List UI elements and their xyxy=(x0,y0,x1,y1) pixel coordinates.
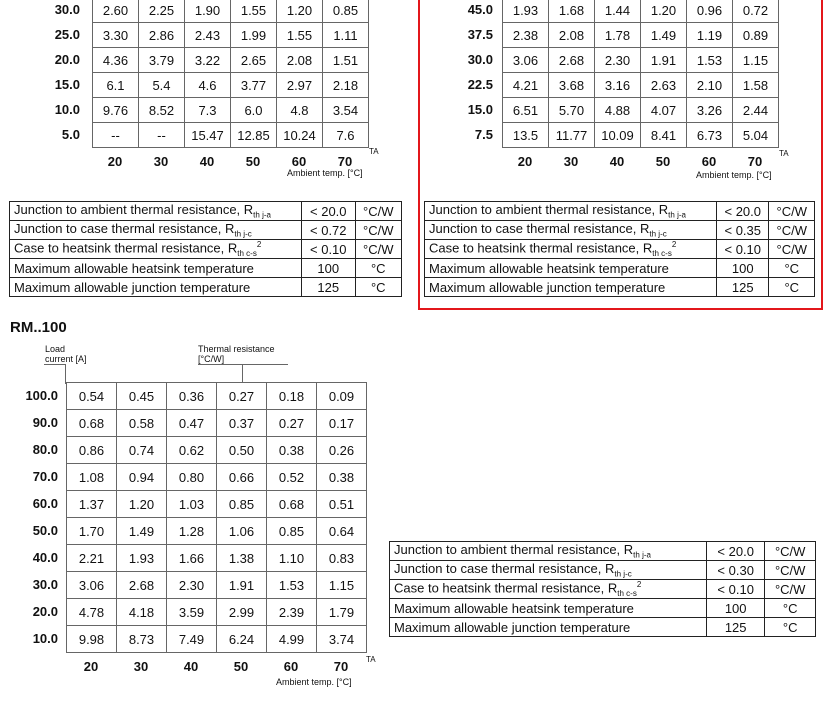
table-cell: 0.18 xyxy=(267,383,317,410)
table-cell: 11.77 xyxy=(549,123,595,148)
spec-unit: °C/W xyxy=(355,221,401,240)
spec-value: < 0.72 xyxy=(302,221,356,240)
table-cell: 15.47 xyxy=(185,123,231,148)
column-label: 50 xyxy=(233,659,249,674)
table-cell: 12.85 xyxy=(231,123,277,148)
spec-value: < 0.35 xyxy=(717,221,769,240)
table-cell: 6.73 xyxy=(687,123,733,148)
table-cell: 7.3 xyxy=(185,98,231,123)
table-cell: 1.99 xyxy=(231,23,277,48)
table-cell: 2.10 xyxy=(687,73,733,98)
table-cell: 0.09 xyxy=(317,383,367,410)
spec-unit: °C xyxy=(765,599,816,618)
label-leader-line xyxy=(44,364,66,365)
column-label: 30 xyxy=(153,154,169,169)
thermal-resistance-label: Thermal resistance [°C/W] xyxy=(198,344,275,364)
table-cell: 6.24 xyxy=(217,626,267,653)
spec-label: Junction to ambient thermal resistance, $R_{th j-a}$ xyxy=(425,202,717,221)
row-label: 7.5 xyxy=(474,127,493,142)
spec-value: 125 xyxy=(302,278,356,297)
table-cell: 0.50 xyxy=(217,437,267,464)
table-cell: 1.58 xyxy=(733,73,779,98)
table-cell: 3.68 xyxy=(549,73,595,98)
table-row xyxy=(93,73,369,98)
row-label: 45.0 xyxy=(467,2,493,17)
table-cell: 0.26 xyxy=(317,437,367,464)
row-label: 30.0 xyxy=(467,52,493,67)
table-cell: 0.85 xyxy=(217,491,267,518)
table-cell: 0.80 xyxy=(167,464,217,491)
table-row xyxy=(503,98,779,123)
spec-label: Maximum allowable heatsink temperature xyxy=(10,259,302,278)
spec-value: 100 xyxy=(707,599,765,618)
table-cell: 9.98 xyxy=(67,626,117,653)
table-cell: 2.43 xyxy=(185,23,231,48)
table-cell: 0.96 xyxy=(687,0,733,23)
table-cell: 2.99 xyxy=(217,599,267,626)
spec-row xyxy=(390,542,816,561)
row-label: 10.0 xyxy=(54,102,80,117)
table-cell: 0.27 xyxy=(267,410,317,437)
table-row xyxy=(93,98,369,123)
table-cell: 0.85 xyxy=(267,518,317,545)
table-cell: 4.36 xyxy=(93,48,139,73)
spec-row xyxy=(390,561,816,580)
spec-row xyxy=(425,221,815,240)
table-cell: 0.89 xyxy=(733,23,779,48)
table-cell: 4.8 xyxy=(277,98,323,123)
spec-label: Junction to case thermal resistance, $R_{th j-c}$ xyxy=(390,561,707,580)
spec-value: < 0.10 xyxy=(707,580,765,599)
spec-value: 125 xyxy=(707,618,765,637)
table-cell: 13.5 xyxy=(503,123,549,148)
table-cell: 3.26 xyxy=(687,98,733,123)
table-cell: 0.68 xyxy=(267,491,317,518)
table-cell: 1.15 xyxy=(733,48,779,73)
row-label: 40.0 xyxy=(32,550,58,565)
table-cell: 6.0 xyxy=(231,98,277,123)
table-cell: 10.09 xyxy=(595,123,641,148)
table-cell: 3.79 xyxy=(139,48,185,73)
table-cell: 2.44 xyxy=(733,98,779,123)
table-row xyxy=(67,437,367,464)
table-cell: 0.47 xyxy=(167,410,217,437)
spec-unit: °C/W xyxy=(765,542,816,561)
ambient-temp-label: Ambient temp. [°C] xyxy=(287,168,363,178)
spec-value: < 0.10 xyxy=(717,240,769,259)
table-row xyxy=(67,383,367,410)
table-cell: 8.73 xyxy=(117,626,167,653)
column-label: 70 xyxy=(337,154,353,169)
spec-value: < 0.10 xyxy=(302,240,356,259)
table-cell: 2.60 xyxy=(93,0,139,23)
table-cell: 1.20 xyxy=(641,0,687,23)
table-cell: -- xyxy=(93,123,139,148)
table-cell: 7.49 xyxy=(167,626,217,653)
row-label: 25.0 xyxy=(54,27,80,42)
table-cell: 6.1 xyxy=(93,73,139,98)
spec-table-right xyxy=(424,201,815,297)
table-cell: 5.04 xyxy=(733,123,779,148)
table-cell: 2.30 xyxy=(167,572,217,599)
table-cell: 1.44 xyxy=(595,0,641,23)
table-cell: 2.68 xyxy=(117,572,167,599)
spec-unit: °C/W xyxy=(765,580,816,599)
row-label: 30.0 xyxy=(54,2,80,17)
spec-row xyxy=(425,278,815,297)
spec-unit: °C xyxy=(355,278,401,297)
spec-unit: °C xyxy=(765,618,816,637)
table-cell: 1.93 xyxy=(117,545,167,572)
table-cell: 3.06 xyxy=(503,48,549,73)
row-label: 15.0 xyxy=(467,102,493,117)
table-row xyxy=(67,599,367,626)
column-label: 50 xyxy=(655,154,671,169)
spec-row xyxy=(425,240,815,259)
table-cell: 3.54 xyxy=(323,98,369,123)
spec-label: Case to heatsink thermal resistance, $R_{th c-s}^2$ xyxy=(10,240,302,259)
table-cell: 2.18 xyxy=(323,73,369,98)
spec-row xyxy=(10,259,402,278)
spec-unit: °C/W xyxy=(769,221,815,240)
table-row xyxy=(503,73,779,98)
spec-table-left xyxy=(9,201,402,297)
spec-label: Junction to case thermal resistance, $R_{th j-c}$ xyxy=(425,221,717,240)
row-label: 80.0 xyxy=(32,442,58,457)
table-cell: 1.20 xyxy=(117,491,167,518)
spec-label: Case to heatsink thermal resistance, $R_{th c-s}^2$ xyxy=(425,240,717,259)
table-cell: 2.08 xyxy=(549,23,595,48)
table-cell: 5.70 xyxy=(549,98,595,123)
spec-row xyxy=(10,202,402,221)
rm100-thermal-grid xyxy=(66,382,367,653)
table-cell: 5.4 xyxy=(139,73,185,98)
table-row xyxy=(67,464,367,491)
label-leader-line xyxy=(198,364,288,365)
table-row xyxy=(93,0,369,23)
table-cell: 6.51 xyxy=(503,98,549,123)
table-cell: 1.55 xyxy=(231,0,277,23)
column-label: 40 xyxy=(183,659,199,674)
spec-row xyxy=(390,599,816,618)
column-label: 70 xyxy=(747,154,763,169)
table-cell: 4.18 xyxy=(117,599,167,626)
spec-unit: °C xyxy=(355,259,401,278)
table-cell: 2.65 xyxy=(231,48,277,73)
table-row xyxy=(93,48,369,73)
row-label: 10.0 xyxy=(32,631,58,646)
left-thermal-grid xyxy=(92,0,369,148)
table-cell: 3.22 xyxy=(185,48,231,73)
table-cell: 1.38 xyxy=(217,545,267,572)
table-cell: 1.08 xyxy=(67,464,117,491)
column-label: 60 xyxy=(291,154,307,169)
table-cell: 1.91 xyxy=(217,572,267,599)
table-cell: 1.79 xyxy=(317,599,367,626)
table-cell: 4.07 xyxy=(641,98,687,123)
column-label: 60 xyxy=(283,659,299,674)
table-cell: 0.66 xyxy=(217,464,267,491)
right-thermal-grid xyxy=(502,0,779,148)
table-cell: 3.06 xyxy=(67,572,117,599)
table-cell: 0.85 xyxy=(323,0,369,23)
table-cell: 2.25 xyxy=(139,0,185,23)
table-cell: 1.53 xyxy=(687,48,733,73)
spec-row xyxy=(10,221,402,240)
spec-unit: °C/W xyxy=(355,202,401,221)
table-cell: 4.6 xyxy=(185,73,231,98)
table-cell: 0.54 xyxy=(67,383,117,410)
table-row xyxy=(67,410,367,437)
table-cell: 0.58 xyxy=(117,410,167,437)
table-cell: 8.41 xyxy=(641,123,687,148)
row-label: 37.5 xyxy=(467,27,493,42)
table-cell: 3.16 xyxy=(595,73,641,98)
table-cell: 1.19 xyxy=(687,23,733,48)
table-cell: 2.08 xyxy=(277,48,323,73)
table-cell: 1.06 xyxy=(217,518,267,545)
ta-label: TA xyxy=(779,149,789,158)
table-cell: 0.52 xyxy=(267,464,317,491)
spec-value: 125 xyxy=(717,278,769,297)
table-cell: 2.68 xyxy=(549,48,595,73)
table-row xyxy=(93,123,369,148)
table-row xyxy=(503,123,779,148)
spec-row xyxy=(10,278,402,297)
table-cell: 2.21 xyxy=(67,545,117,572)
table-cell: 0.51 xyxy=(317,491,367,518)
row-label: 20.0 xyxy=(54,52,80,67)
table-cell: 0.27 xyxy=(217,383,267,410)
table-cell: 1.28 xyxy=(167,518,217,545)
row-label: 5.0 xyxy=(61,127,80,142)
spec-row xyxy=(425,202,815,221)
column-label: 30 xyxy=(563,154,579,169)
table-cell: 1.93 xyxy=(503,0,549,23)
table-row xyxy=(503,48,779,73)
spec-row xyxy=(10,240,402,259)
table-cell: 4.88 xyxy=(595,98,641,123)
table-cell: 1.78 xyxy=(595,23,641,48)
table-cell: 0.38 xyxy=(267,437,317,464)
table-cell: 1.68 xyxy=(549,0,595,23)
spec-value: 100 xyxy=(302,259,356,278)
table-cell: 1.55 xyxy=(277,23,323,48)
row-label: 30.0 xyxy=(32,577,58,592)
spec-row xyxy=(390,618,816,637)
table-cell: 10.24 xyxy=(277,123,323,148)
column-label: 30 xyxy=(133,659,149,674)
table-cell: 0.45 xyxy=(117,383,167,410)
row-label: 70.0 xyxy=(32,469,58,484)
spec-unit: °C/W xyxy=(769,240,815,259)
table-cell: 0.17 xyxy=(317,410,367,437)
table-cell: 1.20 xyxy=(277,0,323,23)
table-cell: 4.99 xyxy=(267,626,317,653)
table-cell: 1.15 xyxy=(317,572,367,599)
spec-unit: °C/W xyxy=(769,202,815,221)
ambient-temp-label: Ambient temp. [°C] xyxy=(276,677,352,687)
table-cell: 3.30 xyxy=(93,23,139,48)
row-label: 20.0 xyxy=(32,604,58,619)
column-label: 60 xyxy=(701,154,717,169)
table-cell: 0.94 xyxy=(117,464,167,491)
spec-value: < 20.0 xyxy=(302,202,356,221)
spec-label: Maximum allowable junction temperature xyxy=(425,278,717,297)
table-cell: 4.21 xyxy=(503,73,549,98)
load-current-label: Load current [A] xyxy=(45,344,87,364)
spec-label: Maximum allowable junction temperature xyxy=(10,278,302,297)
table-row xyxy=(93,23,369,48)
row-label: 50.0 xyxy=(32,523,58,538)
spec-row xyxy=(425,259,815,278)
table-cell: 1.11 xyxy=(323,23,369,48)
table-row xyxy=(67,572,367,599)
spec-label: Case to heatsink thermal resistance, $R_{th c-s}^2$ xyxy=(390,580,707,599)
table-cell: 0.72 xyxy=(733,0,779,23)
table-cell: 3.59 xyxy=(167,599,217,626)
table-cell: 0.64 xyxy=(317,518,367,545)
table-cell: 1.91 xyxy=(641,48,687,73)
table-cell: 1.70 xyxy=(67,518,117,545)
table-cell: 8.52 xyxy=(139,98,185,123)
table-cell: -- xyxy=(139,123,185,148)
table-cell: 3.74 xyxy=(317,626,367,653)
table-row xyxy=(67,545,367,572)
spec-value: < 20.0 xyxy=(707,542,765,561)
spec-row xyxy=(390,580,816,599)
column-label: 20 xyxy=(83,659,99,674)
column-label: 40 xyxy=(199,154,215,169)
spec-label: Junction to case thermal resistance, $R_{th j-c}$ xyxy=(10,221,302,240)
row-label: 100.0 xyxy=(25,388,58,403)
table-cell: 2.38 xyxy=(503,23,549,48)
column-label: 40 xyxy=(609,154,625,169)
table-cell: 0.38 xyxy=(317,464,367,491)
spec-value: < 0.30 xyxy=(707,561,765,580)
table-cell: 0.36 xyxy=(167,383,217,410)
table-row xyxy=(503,23,779,48)
table-cell: 1.90 xyxy=(185,0,231,23)
table-cell: 0.74 xyxy=(117,437,167,464)
spec-label: Maximum allowable heatsink temperature xyxy=(390,599,707,618)
spec-label: Maximum allowable junction temperature xyxy=(390,618,707,637)
row-label: 60.0 xyxy=(32,496,58,511)
spec-value: 100 xyxy=(717,259,769,278)
table-cell: 1.37 xyxy=(67,491,117,518)
table-cell: 1.03 xyxy=(167,491,217,518)
spec-unit: °C xyxy=(769,278,815,297)
spec-label: Junction to ambient thermal resistance, $R_{th j-a}$ xyxy=(10,202,302,221)
column-label: 70 xyxy=(333,659,349,674)
table-cell: 0.83 xyxy=(317,545,367,572)
table-row xyxy=(67,518,367,545)
row-label: 90.0 xyxy=(32,415,58,430)
table-cell: 2.39 xyxy=(267,599,317,626)
spec-unit: °C xyxy=(769,259,815,278)
spec-label: Maximum allowable heatsink temperature xyxy=(425,259,717,278)
table-row xyxy=(503,0,779,23)
table-cell: 1.49 xyxy=(641,23,687,48)
table-cell: 2.30 xyxy=(595,48,641,73)
spec-value: < 20.0 xyxy=(717,202,769,221)
table-cell: 2.97 xyxy=(277,73,323,98)
column-label: 50 xyxy=(245,154,261,169)
spec-table-bottom xyxy=(389,541,816,637)
table-cell: 1.51 xyxy=(323,48,369,73)
table-row xyxy=(67,491,367,518)
section-title: RM..100 xyxy=(10,319,67,336)
table-cell: 0.86 xyxy=(67,437,117,464)
table-cell: 2.63 xyxy=(641,73,687,98)
table-cell: 0.68 xyxy=(67,410,117,437)
column-label: 20 xyxy=(107,154,123,169)
ambient-temp-label: Ambient temp. [°C] xyxy=(696,170,772,180)
table-cell: 0.62 xyxy=(167,437,217,464)
label-leader-line xyxy=(242,364,243,382)
table-cell: 1.10 xyxy=(267,545,317,572)
table-cell: 4.78 xyxy=(67,599,117,626)
table-cell: 9.76 xyxy=(93,98,139,123)
table-cell: 1.66 xyxy=(167,545,217,572)
ta-label: TA xyxy=(369,147,379,156)
spec-label: Junction to ambient thermal resistance, $R_{th j-a}$ xyxy=(390,542,707,561)
row-label: 15.0 xyxy=(54,77,80,92)
table-cell: 3.77 xyxy=(231,73,277,98)
table-row xyxy=(67,626,367,653)
label-leader-line xyxy=(65,364,66,384)
table-cell: 1.49 xyxy=(117,518,167,545)
table-cell: 1.53 xyxy=(267,572,317,599)
row-label: 22.5 xyxy=(467,77,493,92)
spec-unit: °C/W xyxy=(355,240,401,259)
column-label: 20 xyxy=(517,154,533,169)
ta-label: TA xyxy=(366,655,376,664)
table-cell: 0.37 xyxy=(217,410,267,437)
spec-unit: °C/W xyxy=(765,561,816,580)
table-cell: 2.86 xyxy=(139,23,185,48)
table-cell: 7.6 xyxy=(323,123,369,148)
